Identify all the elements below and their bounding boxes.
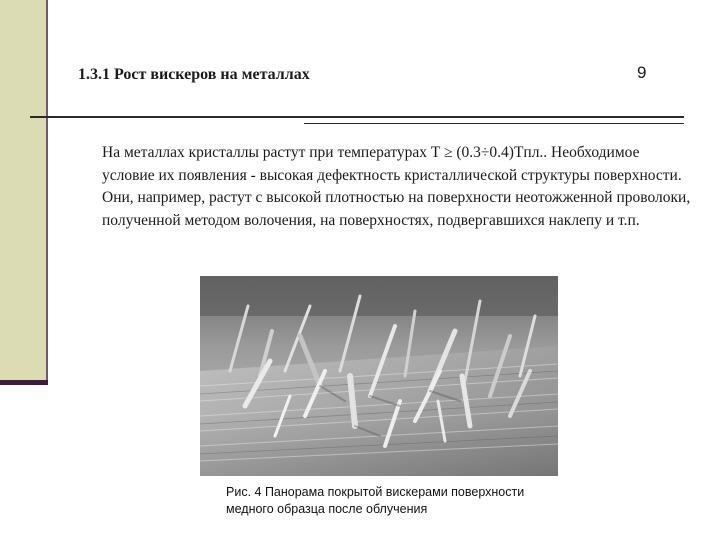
title-rule-secondary [304, 123, 684, 124]
figure-caption: Рис. 4 Панорама покрытой вискерами поверхности медного образца после облучения [226, 485, 525, 516]
title-rule [30, 116, 684, 118]
slide-title: 1.3.1 Рост вискеров на металлах [78, 66, 310, 83]
decorative-side-bar [0, 0, 46, 383]
body-paragraph: На металлах кристаллы растут при температурах T ≥ (0.3÷0.4)Tпл.. Необходимое условие их появления - высокая дефектность кристаллической структуры поверхности. Они, например, растут с высокой плотностью на поверхности неотожженной проволоки, полученной методом волочения, на поверхностях, подвергавшихся наклепу и т.п. [102, 144, 691, 229]
whiskers-micrograph [200, 276, 558, 476]
page-number: 9 [637, 63, 647, 82]
micrograph-image [200, 276, 558, 476]
side-bar-divider [46, 0, 48, 385]
side-bar-bottom-accent [0, 380, 48, 385]
